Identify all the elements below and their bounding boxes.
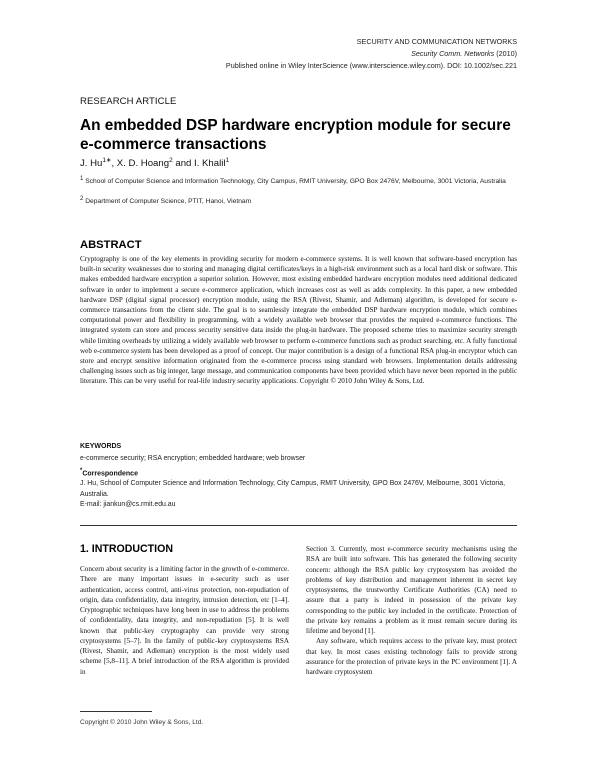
- introduction-right-column: [306, 544, 517, 677]
- introduction-heading: 1. INTRODUCTION: [80, 543, 173, 555]
- correspondence-text: [80, 479, 520, 511]
- author-3: and I. Khalil: [172, 158, 226, 170]
- affiliation-2-text: Department of Computer Science, PTIT, Hanoi, Vietnam: [85, 198, 252, 206]
- correspondence-email: E-mail: jiankun@cs.rmit.edu.au: [80, 501, 176, 508]
- footer-rule: [80, 711, 152, 712]
- keywords-text: e-commerce security; RSA encryption; embedded hardware; web browser: [80, 455, 306, 462]
- abstract-text: Cryptography is one of the key elements in providing security for modern e-commerce systems. It is well known that software-based encryption has built-in security weaknesses due to storing and managing digital certificates/keys in a high-risk environment such as a local hard disk or software. This makes embedded hardware encryption a superior solution. However, most existing embedded hardware encryption modules need additional dedicated software in order to implement a secure e-commerce application, which increases cost as well as adds complexity. In this paper, a new embedded hardware DSP (digital signal processor) encryption module, using the RSA (Rivest, Shamir, and Adleman) algorithm, is developed for secure e-commerce transactions from the client side. The goal is to seamlessly integrate the embedded DSP hardware encryption module, which combines computational power and flexibility in programming, with a widely available web browser that provides the required e-commerce functions. The integrated system can store and process security sensitive data inside the plug-in hardware. The proposed scheme tries to maximize security strength while limiting overheads by utilizing a widely available web browser to perform e-commerce functions such as product searching, etc. A fully functional web e-commerce system has been developed as a proof of concept. Our major contribution is a design of a functional RSA plug-in encryptor which can store and encrypt sensitive information originated from the e-commerce process using standard web browsers. Implementation details addressing challenging issues such as big integer, large message, and communication components have been provided which have never been reported in the public literature. This can be very useful for real-life industry security applications. Copyright © 2010 John Wiley & Sons, Ltd.: [80, 255, 517, 386]
- article-type: RESEARCH ARTICLE: [80, 96, 177, 107]
- journal-name: SECURITY AND COMMUNICATION NETWORKS: [356, 37, 517, 46]
- publication-info: Published online in Wiley InterScience (www.interscience.wiley.com). DOI: 10.1002/sec.221: [225, 61, 517, 70]
- author-list: [80, 156, 229, 169]
- intro-paragraph-continued: Section 3. Currently, most e-commerce security mechanisms using the RSA are built into software. This has generated the following security concern: although the RSA public key cryptosystem has avoided the problems of key distribution and management inherent in secret key cryptosystems, the trustworthy Certificate Authorities (CA) need to assure that a party is indeed in possession of the private key corresponding to the public key included in the certificate. Protection of the private key remains a problem as it must remain secure during its lifetime and beyond [1].: [306, 545, 517, 635]
- affiliation-2: [80, 194, 520, 207]
- correspondence-address: J. Hu, School of Computer Science and Information Technology, City Campus, RMIT University, GPO Box 2476V, Melbourne, 3001 Victoria, Australia.: [80, 480, 505, 498]
- abstract-heading: ABSTRACT: [80, 239, 142, 251]
- section-divider: [80, 525, 517, 526]
- journal-citation-year: (2010): [494, 49, 517, 58]
- affiliation-1-text: School of Computer Science and Information Technology, City Campus, RMIT University, GPO Box 2476V, Melbourne, 3001 Victoria, Australia: [85, 178, 506, 186]
- author-1-marks: 1∗: [102, 157, 112, 164]
- keywords-heading: KEYWORDS: [80, 443, 122, 450]
- introduction-left-column: [80, 564, 289, 677]
- author-2: , X. D. Hoang: [111, 158, 170, 170]
- author-3-mark: 1: [225, 157, 230, 164]
- affiliation-1-mark: 1: [80, 176, 84, 182]
- journal-citation: [97, 48, 517, 60]
- intro-paragraph-2: Any software, which requires access to the private key, must protect that key. In most cases existing technology fails to provide strong assurance for the protection of private keys in the PC environment [1]. A hardware cryptosystem: [306, 637, 517, 676]
- intro-paragraph-1: Concern about security is a limiting factor in the growth of e-commerce. There are many important issues in e-security such as user authentication, access control, anti-virus protection, non-repudiation of origin, data confidentiality, data integrity, intrusion detection, etc [1–4]. Cryptographic techniques have long been in use to address the problems of confidentiality, data integrity, and non-repudiation [5]. It is well known that public-key cryptography can provide very strong cryptosystems [5–7]. In the family of public-key cryptosystems RSA (Rivest, Shamir, and Adleman) encryption is the most widely used scheme [5,8–11]. A brief introduction of the RSA algorithm is provided in: [80, 565, 289, 676]
- correspondence-mark: *: [80, 468, 83, 474]
- journal-header: [97, 36, 517, 72]
- affiliation-1: [80, 174, 520, 187]
- author-2-mark: 2: [169, 157, 173, 164]
- correspondence-label: Correspondence: [82, 470, 138, 478]
- footer-copyright: Copyright © 2010 John Wiley & Sons, Ltd.: [80, 719, 204, 726]
- affiliation-2-mark: 2: [80, 196, 84, 202]
- correspondence-heading: [80, 468, 138, 477]
- paper-title: An embedded DSP hardware encryption module for secure e-commerce transactions: [80, 117, 511, 153]
- journal-citation-name: Security Comm. Networks: [411, 49, 495, 58]
- author-1: J. Hu: [80, 158, 103, 170]
